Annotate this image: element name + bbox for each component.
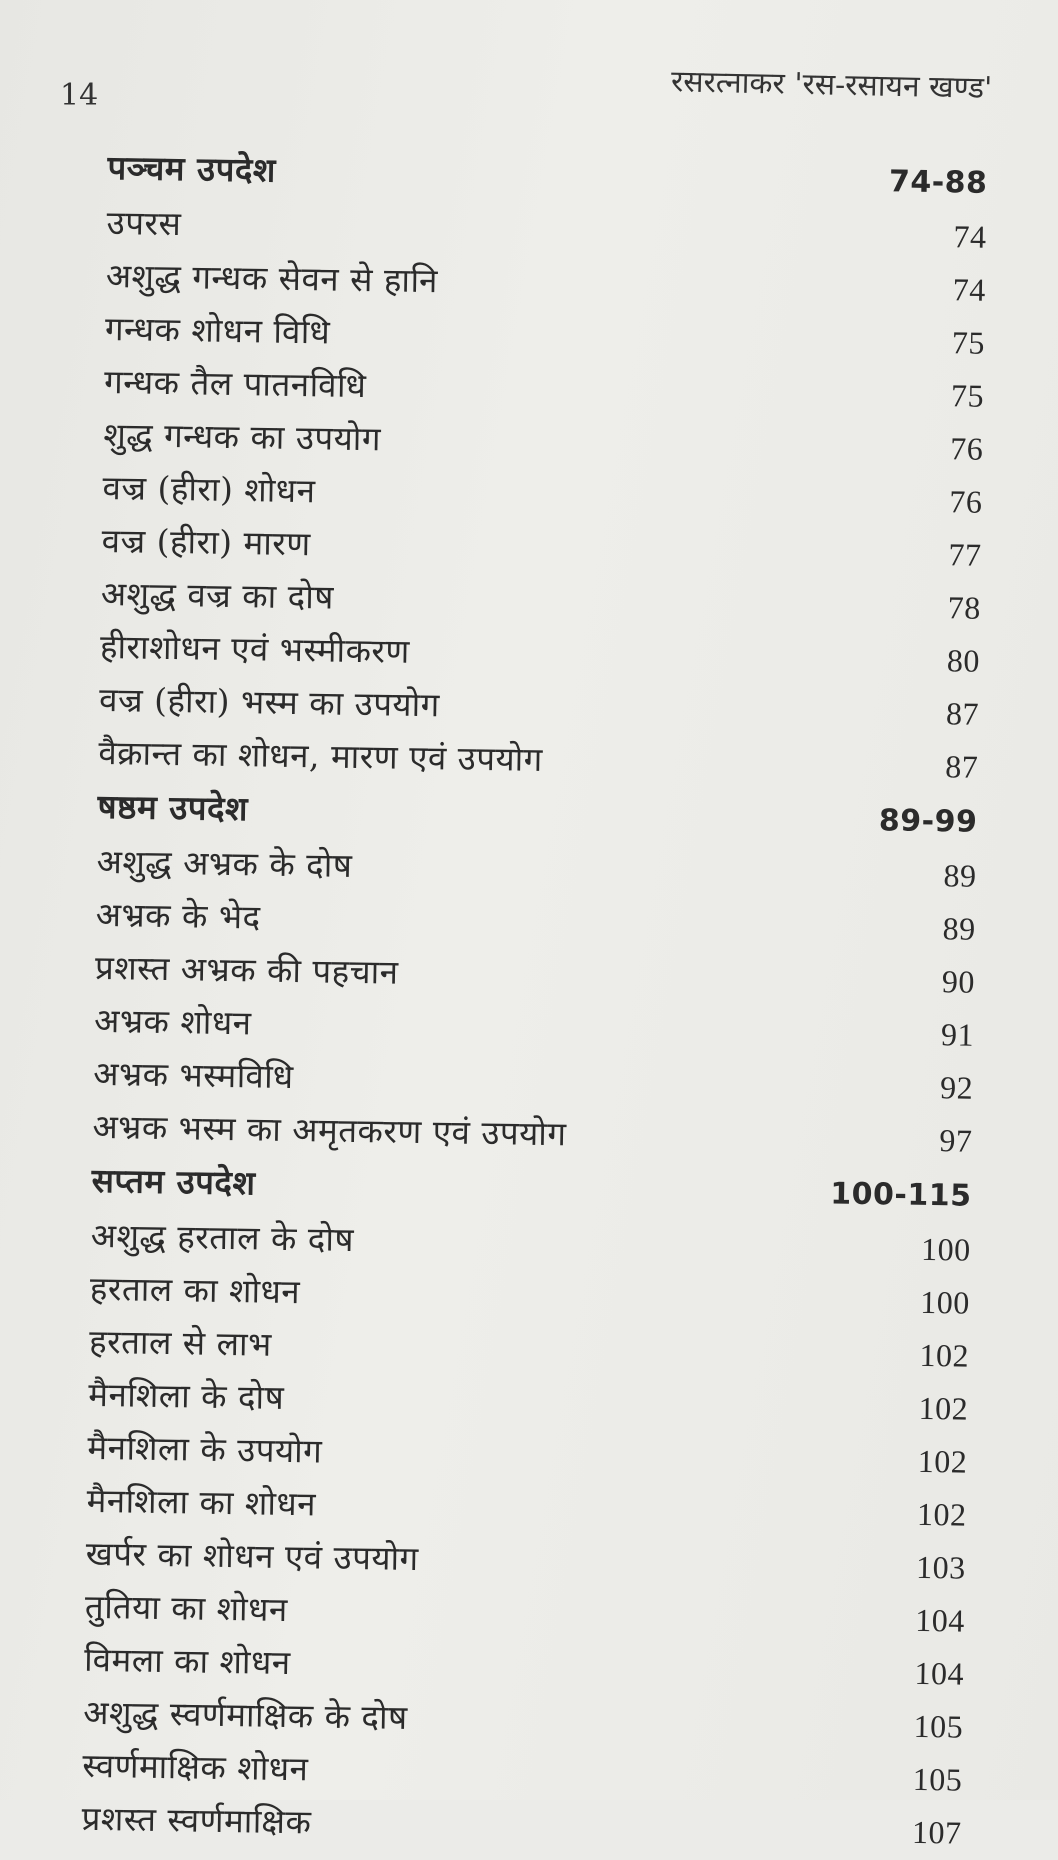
toc-entry-title: अभ्रक भस्मविधि xyxy=(93,1053,294,1097)
toc-entry-page: 87 xyxy=(945,695,980,732)
page-number: 14 xyxy=(60,78,99,113)
toc-entry-page: 100 xyxy=(920,1230,971,1268)
toc-entry-title: शुद्ध गन्धक का उपयोग xyxy=(103,414,382,459)
toc-entry-page: 102 xyxy=(919,1336,970,1374)
toc-entry-page: 105 xyxy=(912,1760,963,1798)
toc-entry-title: मैनशिला के उपयोग xyxy=(87,1427,323,1471)
toc-entry-page: 100 xyxy=(920,1283,971,1321)
toc-entry-title: हीराशोधन एवं भस्मीकरण xyxy=(99,626,411,671)
toc-entry-page: 102 xyxy=(918,1389,969,1427)
toc-entry-title: प्रशस्त स्वर्णमाक्षिक xyxy=(81,1798,312,1842)
toc-entry-page: 104 xyxy=(914,1654,965,1692)
toc-entry-page: 76 xyxy=(949,483,983,520)
toc-entry-page: 92 xyxy=(939,1069,974,1106)
toc-entry-title: वैक्रान्त का शोधन, मारण एवं उपयोग xyxy=(98,732,544,779)
toc-entry-page: 102 xyxy=(916,1495,967,1533)
toc-entry-page: 74 xyxy=(952,271,987,308)
toc-entry-title: स्वर्णमाक्षिक शोधन xyxy=(82,1745,309,1789)
toc-entry-page: 97 xyxy=(939,1122,973,1159)
toc-entry-page: 87 xyxy=(944,748,979,785)
table-of-contents xyxy=(81,140,988,1851)
toc-entry-title: अशुद्ध हरताल के दोष xyxy=(90,1215,355,1259)
toc-entry-page: 78 xyxy=(947,589,982,626)
toc-entry-title: मैनशिला के दोष xyxy=(87,1374,285,1417)
toc-entry-title: हरताल से लाभ xyxy=(88,1321,273,1364)
toc-entry-page: 74-88 xyxy=(888,164,988,201)
toc-entry-title: अभ्रक भस्म का अमृतकरण एवं उपयोग xyxy=(92,1106,567,1154)
toc-entry-title: सप्तम उपदेश xyxy=(91,1160,256,1203)
toc-entry-title: अशुद्ध गन्धक सेवन से हानि xyxy=(105,255,439,301)
toc-entry-page: 102 xyxy=(917,1442,968,1480)
toc-entry-title: वज्र (हीरा) भस्म का उपयोग xyxy=(98,679,441,725)
toc-entry-title: अशुद्ध वज्र का दोष xyxy=(100,573,335,617)
toc-entry-page: 80 xyxy=(946,642,981,679)
toc-entry-page: 74 xyxy=(953,218,987,255)
toc-entry-page: 100-115 xyxy=(830,1176,972,1214)
toc-entry-title: तुतिया का शोधन xyxy=(84,1586,289,1630)
toc-entry-page: 89-99 xyxy=(878,803,978,840)
toc-entry-title: अशुद्ध स्वर्णमाक्षिक के दोष xyxy=(82,1692,408,1737)
toc-entry-title: अभ्रक शोधन xyxy=(93,1000,252,1043)
toc-entry-title: वज्र (हीरा) शोधन xyxy=(102,467,316,511)
toc-entry-title: अशुद्ध अभ्रक के दोष xyxy=(96,841,353,885)
toc-entry-title: पञ्चम उपदेश xyxy=(107,147,277,190)
toc-entry-page: 75 xyxy=(951,324,986,361)
toc-entry-page: 105 xyxy=(913,1707,964,1745)
toc-entry-title: प्रशस्त अभ्रक की पहचान xyxy=(94,947,399,992)
toc-entry-page: 76 xyxy=(949,430,984,467)
toc-entry-page: 107 xyxy=(911,1813,962,1851)
toc-entry-page: 89 xyxy=(943,857,977,894)
toc-entry-title: गन्धक तैल पातनविधि xyxy=(103,361,367,406)
toc-entry-page: 103 xyxy=(915,1548,966,1586)
toc-entry-page: 89 xyxy=(942,910,977,947)
toc-entry-title: गन्धक शोधन विधि xyxy=(104,308,331,352)
toc-entry-page: 77 xyxy=(948,536,982,573)
toc-entry-title: वज्र (हीरा) मारण xyxy=(101,520,311,564)
toc-entry-page: 91 xyxy=(940,1016,975,1053)
toc-entry-page: 75 xyxy=(950,377,985,414)
toc-entry-title: खर्पर का शोधन एवं उपयोग xyxy=(85,1533,419,1579)
toc-entry-title: हरताल का शोधन xyxy=(89,1268,301,1312)
toc-entry-title: मैनशिला का शोधन xyxy=(86,1480,317,1524)
toc-entry-title: अभ्रक के भेद xyxy=(95,894,261,937)
toc-entry-title: उपरस xyxy=(106,202,182,244)
toc-entry-page: 104 xyxy=(915,1601,966,1639)
toc-entry-title: विमला का शोधन xyxy=(83,1639,291,1683)
toc-entry-title: षष्ठम उपदेश xyxy=(97,786,249,829)
toc-entry-page: 90 xyxy=(941,963,976,1000)
running-header: रसरत्नाकर 'रस-रसायन खण्ड' xyxy=(670,64,993,106)
